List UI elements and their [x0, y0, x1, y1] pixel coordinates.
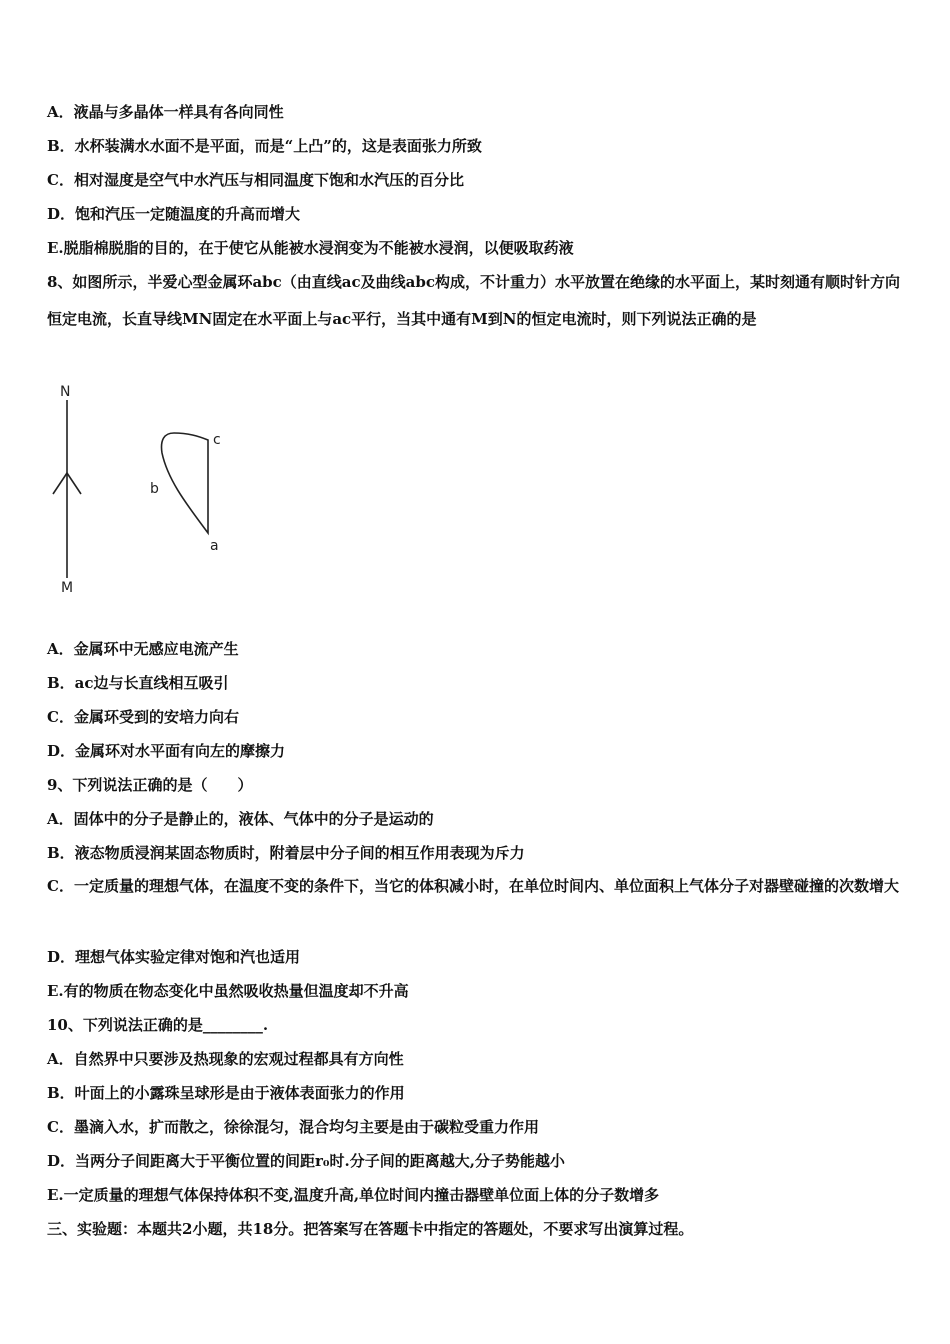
q7-option-b: B．水杯装满水水面不是平面，而是“上凸”的，这是表面张力所致 — [47, 137, 482, 155]
label-n: N — [60, 384, 71, 400]
q10-option-c: C．墨滴入水，扩而散之，徐徐混匀，混合均匀主要是由于碳粒受重力作用 — [47, 1118, 539, 1136]
label-b: b — [150, 481, 159, 497]
label-m: M — [61, 580, 74, 596]
q8-figure — [40, 378, 240, 600]
q9-option-b: B．液态物质浸润某固态物质时，附着层中分子间的相互作用表现为斥力 — [47, 844, 525, 862]
q9-option-e: E.有的物质在物态变化中虽然吸收热量但温度却不升高 — [47, 982, 409, 1000]
q7-option-d: D．饱和汽压一定随温度的升高而增大 — [47, 205, 301, 223]
q7-option-a: A．液晶与多晶体一样具有各向同性 — [47, 103, 284, 121]
q10-stem: 10、下列说法正确的是________. — [47, 1016, 269, 1034]
label-c: c — [213, 432, 221, 448]
q10-option-b: B．叶面上的小露珠呈球形是由于液体表面张力的作用 — [47, 1084, 405, 1102]
q7-option-e: E.脱脂棉脱脂的目的，在于使它从能被水浸润变为不能被水浸润，以便吸取药液 — [47, 239, 574, 257]
q8-option-b: B．ac边与长直线相互吸引 — [47, 674, 229, 692]
q9-option-a: A．固体中的分子是静止的，液体、气体中的分子是运动的 — [47, 810, 434, 828]
label-a: a — [210, 538, 219, 554]
wire-and-ring-diagram — [40, 378, 240, 600]
q7-option-c: C．相对湿度是空气中水汽压与相同温度下饱和水汽压的百分比 — [47, 171, 464, 189]
q9-stem: 9、下列说法正确的是（ ） — [47, 776, 253, 794]
metal-ring-abc — [162, 433, 209, 533]
q10-option-e: E.一定质量的理想气体保持体积不变,温度升高,单位时间内撞击器壁单位面上体的分子数增多 — [47, 1186, 660, 1204]
q8-option-d: D．金属环对水平面有向左的摩擦力 — [47, 742, 286, 760]
q10-option-a: A．自然界中只要涉及热现象的宏观过程都具有方向性 — [47, 1050, 404, 1068]
q8-option-a: A．金属环中无感应电流产生 — [47, 640, 239, 658]
q8-stem: 8、如图所示，半爱心型金属环abc（由直线ac及曲线abc构成，不计重力）水平放置在绝缘的水平面上，某时刻通有顺时针方向恒定电流，长直导线MN固定在水平面上与ac平行，当其中通有M到N的恒定电流时，则下列说法正确的是 — [47, 273, 900, 328]
q10-option-d: D．当两分子间距离大于平衡位置的间距r₀时.分子间的距离越大,分子势能越小 — [47, 1152, 565, 1170]
q9-option-d: D．理想气体实验定律对饱和汽也适用 — [47, 948, 301, 966]
section-3-heading: 三、实验题：本题共2小题，共18分。把答案写在答题卡中指定的答题处，不要求写出演算过程。 — [47, 1220, 694, 1238]
q8-option-c: C．金属环受到的安培力向右 — [47, 708, 239, 726]
q9-option-c: C．一定质量的理想气体，在温度不变的条件下，当它的体积减小时，在单位时间内、单位面积上气体分子对器壁碰撞的次数增大 — [47, 877, 899, 895]
